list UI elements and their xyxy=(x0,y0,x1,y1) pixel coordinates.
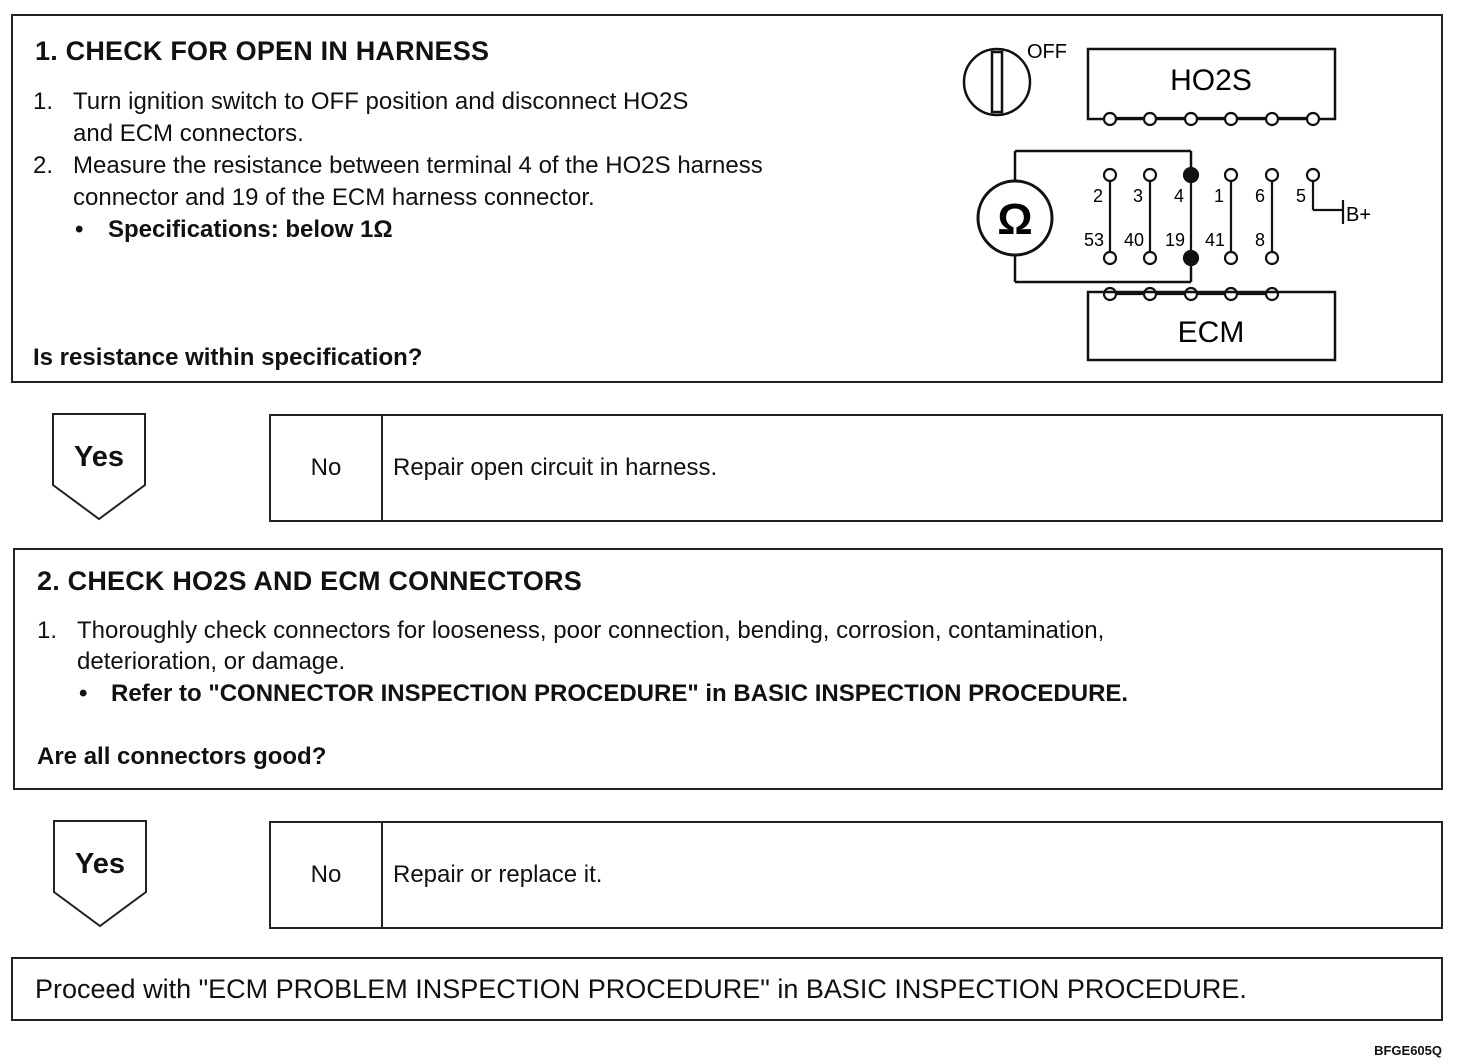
ho2s-pins xyxy=(1103,113,1319,125)
off-label: OFF xyxy=(1027,41,1067,63)
no-box-1 xyxy=(269,414,1443,522)
spec-text: Specifications: below 1Ω xyxy=(108,216,393,243)
spec-bullet: • xyxy=(75,216,84,243)
ref-bullet: • xyxy=(79,680,88,707)
yes-label-2: Yes xyxy=(75,848,125,880)
terminal-41: 41 xyxy=(1204,230,1225,250)
ohm-symbol: Ω xyxy=(997,195,1033,244)
ignition-switch-icon xyxy=(964,49,1030,115)
no-label-2: No xyxy=(271,823,383,927)
terminal-4: 4 xyxy=(1173,186,1184,206)
ecm-label: ECM xyxy=(1177,316,1245,349)
terminal-2: 2 xyxy=(1092,186,1103,206)
bottom-terminal-labels xyxy=(1084,230,1265,250)
no-box-2 xyxy=(269,821,1443,929)
step2-title: 2. CHECK HO2S AND ECM CONNECTORS xyxy=(37,566,582,596)
b-plus-label: B+ xyxy=(1346,204,1372,226)
figure-code: BFGE605Q xyxy=(1374,1043,1442,1058)
step1-box xyxy=(11,14,1443,383)
step1-item1-line2: and ECM connectors. xyxy=(73,120,304,147)
no-action-2: Repair or replace it. xyxy=(393,861,603,888)
step2-item1-line1: Thoroughly check connectors for looseness, poor connection, bending, corrosion, contamination, xyxy=(77,617,1105,644)
step2-item1-num: 1. xyxy=(37,617,58,644)
ho2s-label: HO2S xyxy=(1170,64,1252,97)
yes-label-1: Yes xyxy=(74,441,124,473)
terminal-1: 1 xyxy=(1213,186,1224,206)
no-action-1: Repair open circuit in harness. xyxy=(393,454,718,481)
step1-item1-num: 1. xyxy=(33,88,54,115)
step2-item1-line2: deterioration, or damage. xyxy=(77,648,346,675)
ecm-pins xyxy=(1103,288,1278,300)
step1-item2-line1: Measure the resistance between terminal 4 of the HO2S harness xyxy=(73,152,763,179)
terminal-6: 6 xyxy=(1254,186,1265,206)
step1-question: Is resistance within specification? xyxy=(33,344,423,371)
terminal-3: 3 xyxy=(1132,186,1143,206)
step2-question: Are all connectors good? xyxy=(37,743,327,770)
terminal-contacts xyxy=(1104,168,1343,265)
terminal-8: 8 xyxy=(1254,230,1265,250)
step1-item1-line1: Turn ignition switch to OFF position and disconnect HO2S xyxy=(73,88,689,115)
final-step-box: Proceed with "ECM PROBLEM INSPECTION PROCEDURE" in BASIC INSPECTION PROCEDURE. xyxy=(11,957,1443,1021)
step1-title: 1. CHECK FOR OPEN IN HARNESS xyxy=(35,36,490,66)
terminal-53: 53 xyxy=(1083,230,1104,250)
ref-text: Refer to "CONNECTOR INSPECTION PROCEDURE" in BASIC INSPECTION PROCEDURE. xyxy=(111,680,1129,707)
terminal-19: 19 xyxy=(1164,230,1185,250)
step1-item2-num: 2. xyxy=(33,152,54,179)
step2-box xyxy=(13,548,1443,790)
top-terminal-labels xyxy=(1093,186,1306,206)
yes-arrow-2 xyxy=(53,820,147,928)
wiring-diagram xyxy=(943,24,1403,364)
step1-item2-line2: connector and 19 of the ECM harness connector. xyxy=(73,184,595,211)
no-label-1: No xyxy=(271,416,383,520)
terminal-5: 5 xyxy=(1295,186,1306,206)
yes-arrow-1 xyxy=(52,413,146,521)
terminal-40: 40 xyxy=(1123,230,1144,250)
